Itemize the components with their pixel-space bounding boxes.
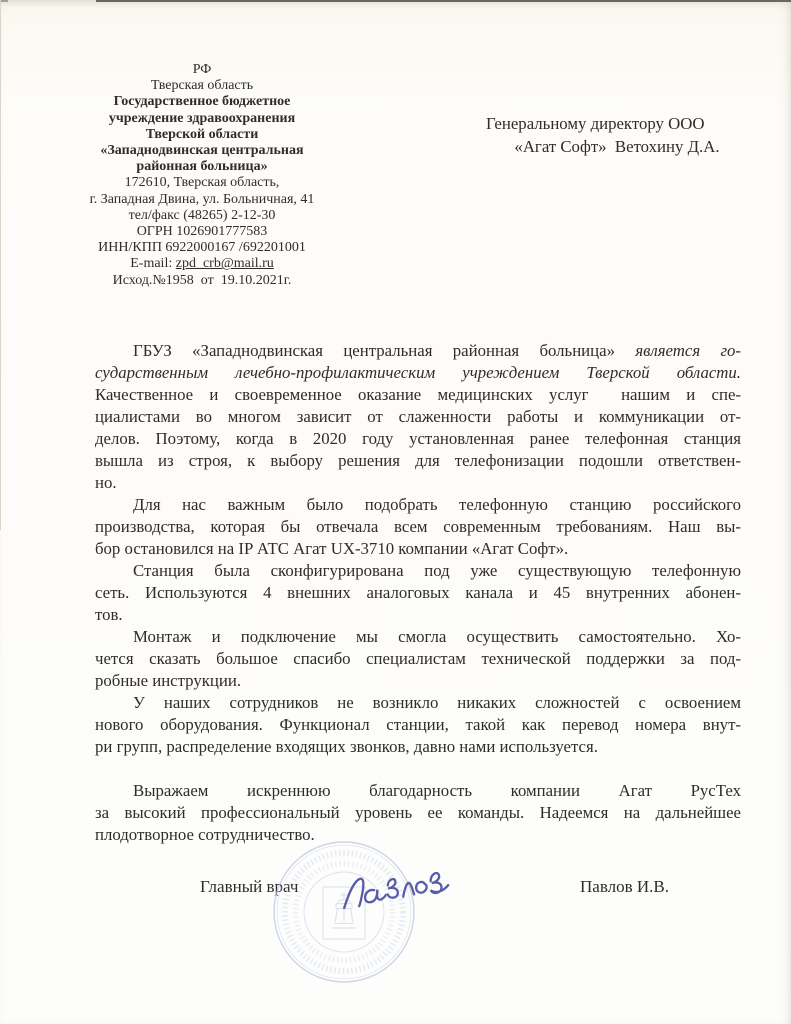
scan-edge-artifact-top bbox=[96, 0, 791, 2]
text-line: Исход.№1958 от 19.10.2021г. bbox=[112, 272, 292, 288]
text-line: Государственное бюджетное bbox=[113, 94, 291, 110]
paragraph-1 bbox=[95, 340, 741, 494]
text-line: бор остановился на IP АТС Агат UX-3710 компании «Агат Софт». bbox=[95, 539, 569, 558]
text-line: за высокий профессиональный уровень ее команды. Надеемся на дальнейшее bbox=[95, 803, 741, 822]
scan-edge-artifact-corner bbox=[0, 0, 8, 2]
text-line: тел/факс (48265) 2-12-30 bbox=[128, 207, 276, 223]
text-line: производства, которая бы отвечала всем современным требованиям. Наш вы- bbox=[95, 517, 741, 536]
text-line: ри групп, распределение входящих звонков, давно нами используется. bbox=[95, 737, 598, 756]
text-line: «Агат Софт» Ветохину Д.А. bbox=[514, 137, 720, 156]
text-line: ГБУЗ «Западнодвинская центральная районная больница» является го- bbox=[133, 341, 741, 360]
text-line: сударственным лечебно-профилактическим учреждением Тверской области. bbox=[95, 363, 741, 382]
text-line: 172610, Тверская область, bbox=[124, 175, 280, 191]
scan-edge-artifact-left bbox=[0, 0, 1, 530]
paragraph-5 bbox=[95, 692, 741, 758]
text-line: Станция была сконфигурирована под уже существующую телефонную bbox=[133, 561, 741, 580]
text-line: Тверская область bbox=[150, 78, 254, 94]
text-line: чется сказать большое спасибо специалистам технической поддержки за под- bbox=[95, 649, 741, 668]
text-line: сеть. Используются 4 внешних аналоговых канала и 45 внутренних абонен- bbox=[95, 583, 741, 602]
letter-body bbox=[95, 340, 741, 846]
text-line: Генеральному директору ООО bbox=[486, 114, 705, 133]
text-line: ОГРН 1026901777583 bbox=[136, 224, 268, 240]
text-line: вышла из строя, к выбору решения для телефонизации подошли ответствен- bbox=[95, 451, 741, 470]
text-line: E-mail: zpd_crb@mail.ru bbox=[130, 256, 274, 272]
paragraph-2 bbox=[95, 494, 741, 560]
paragraph-4 bbox=[95, 626, 741, 692]
text-line: «Западнодвинская центральная bbox=[100, 143, 304, 159]
signature-role-label: Главный врач bbox=[200, 877, 299, 896]
text-line: циалистами во многом зависит от слаженности работы и коммуникации от- bbox=[95, 407, 741, 426]
text-line: У наших сотрудников не возникло никаких сложностей с освоением bbox=[133, 693, 741, 712]
letterhead-org-block bbox=[58, 62, 346, 289]
text-line: тов. bbox=[95, 605, 123, 624]
text-line: Выражаем искреннюю благодарность компании Агат РусТех bbox=[133, 781, 741, 800]
text-line: районная больница» bbox=[136, 159, 268, 175]
text-line: Монтаж и подключение мы смогла осуществить самостоятельно. Хо- bbox=[133, 627, 741, 646]
addressee-block bbox=[486, 112, 748, 158]
text-line: робные инструкции. bbox=[95, 671, 242, 690]
text-line: плодотворное сотрудничество. bbox=[95, 825, 315, 844]
text-line: г. Западная Двина, ул. Больничная, 41 bbox=[89, 191, 315, 207]
handwritten-signature bbox=[330, 855, 455, 913]
text-line: Тверской области bbox=[145, 126, 259, 142]
text-line: ИНН/КПП 6922000167 /692201001 bbox=[98, 240, 306, 256]
text-line: Для нас важным было подобрать телефонную станцию российского bbox=[133, 495, 741, 514]
text-line: учреждение здравоохранения bbox=[108, 110, 296, 126]
text-line: делов. Поэтому, когда в 2020 году установленная ранее телефонная станция bbox=[95, 429, 741, 448]
text-line: но. bbox=[95, 473, 117, 492]
paragraph-3 bbox=[95, 560, 741, 626]
text-line: РФ bbox=[192, 62, 212, 77]
signature-name-label: Павлов И.В. bbox=[580, 877, 670, 896]
text-line: Качественное и своевременное оказание медицинских услуг нашим и спе- bbox=[95, 385, 741, 404]
text-line: нового оборудования. Функционал станции, такой как перевод номера внут- bbox=[95, 715, 741, 734]
